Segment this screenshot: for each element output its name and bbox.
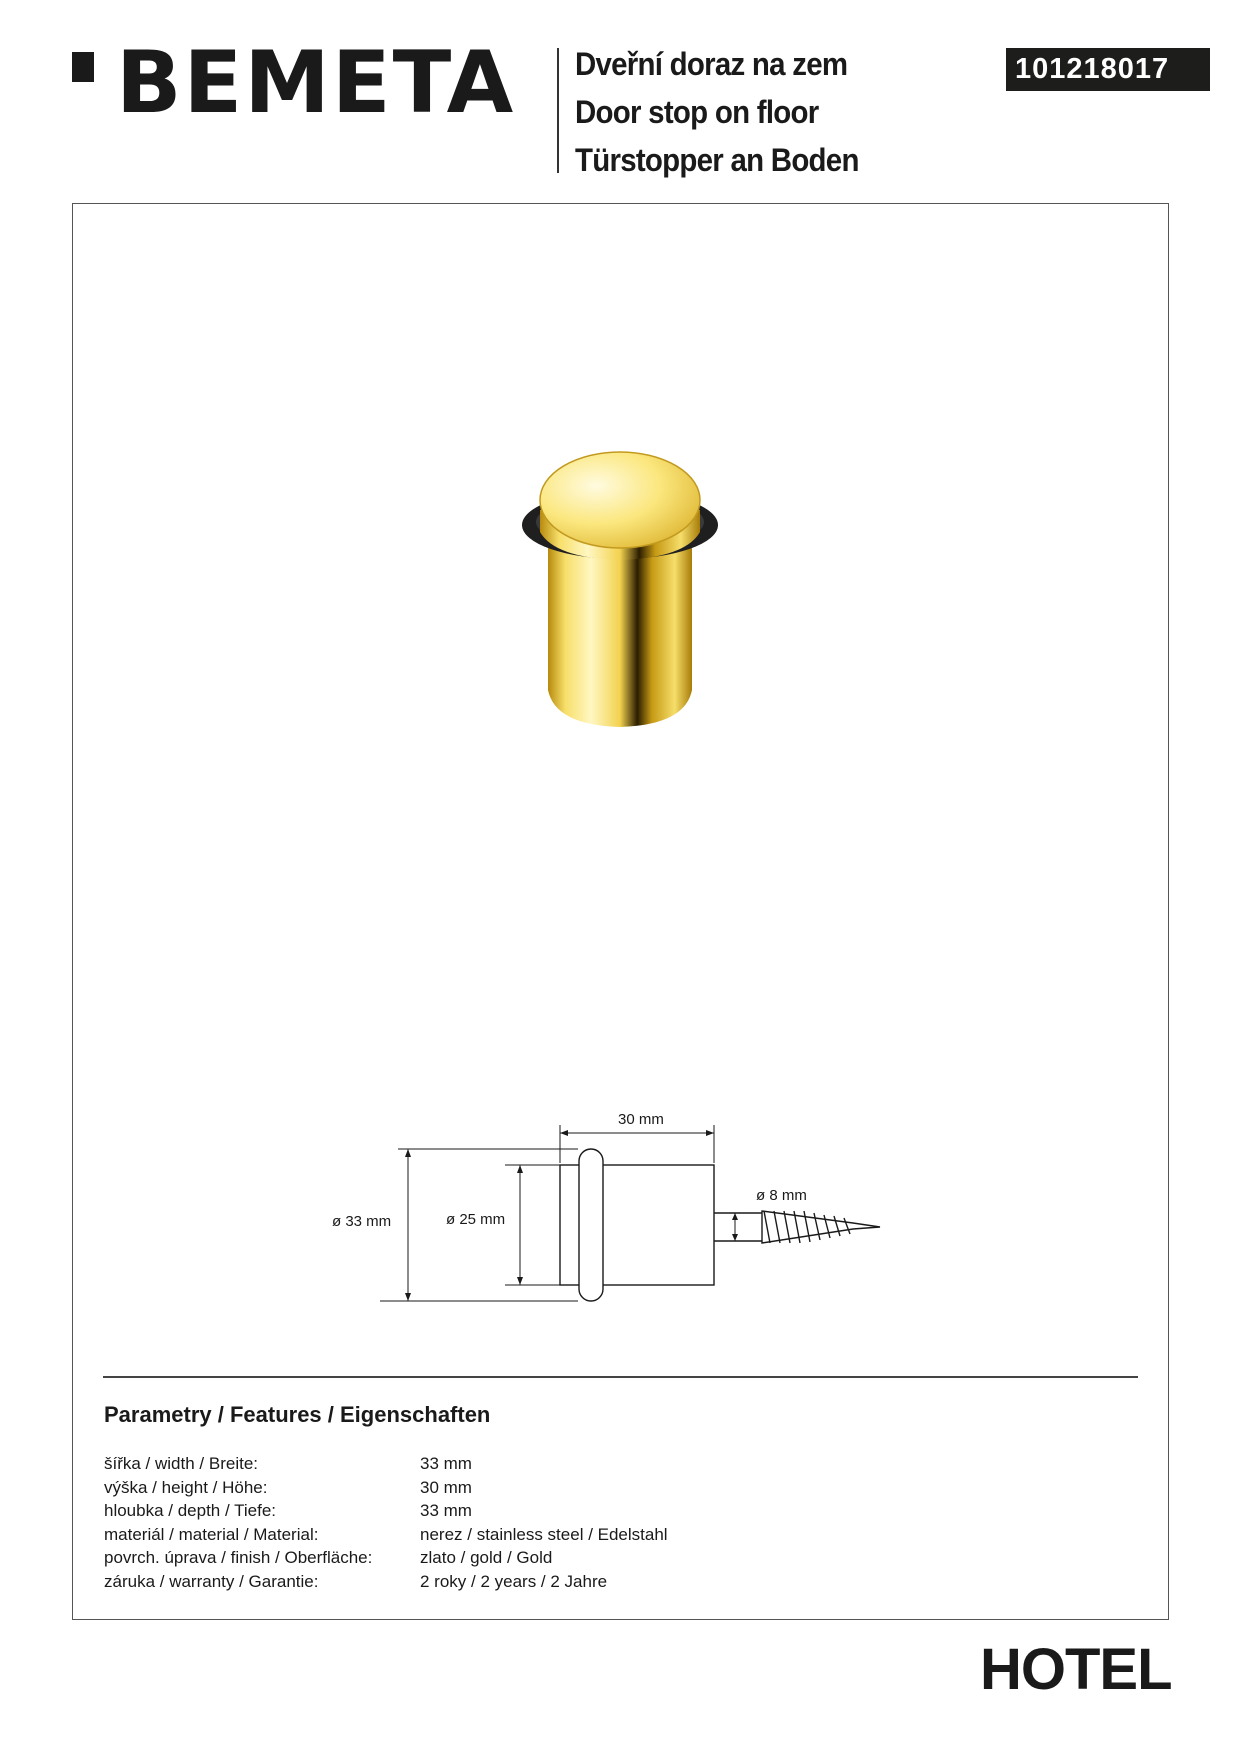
brand-name: BEMETA bbox=[116, 33, 516, 133]
spec-label: šířka / width / Breite: bbox=[104, 1454, 258, 1473]
spec-label: hloubka / depth / Tiefe: bbox=[104, 1501, 277, 1521]
dim-inner-diameter-label: ø 25 mm bbox=[446, 1211, 506, 1228]
product-titles bbox=[575, 40, 883, 184]
table-row bbox=[104, 1570, 668, 1594]
spec-value: nerez / stainless steel / Edelstahl bbox=[420, 1524, 668, 1544]
brand-logo bbox=[72, 33, 516, 133]
dim-outer-diameter-label: ø 33 mm bbox=[332, 1213, 392, 1230]
spec-label: záruka / warranty / Garantie: bbox=[104, 1571, 319, 1591]
table-row bbox=[104, 1546, 668, 1570]
spec-value: 33 mm bbox=[420, 1454, 472, 1473]
spec-value: zlato / gold / Gold bbox=[420, 1548, 553, 1568]
table-row bbox=[104, 1499, 668, 1523]
features-table bbox=[104, 1452, 668, 1594]
spec-label: materiál / material / Material: bbox=[104, 1524, 319, 1544]
dim-screw-diameter-label: ø 8 mm bbox=[756, 1187, 807, 1204]
spec-value: 33 mm bbox=[420, 1501, 472, 1521]
logo-mark bbox=[72, 52, 94, 82]
product-code-badge: 101218017 bbox=[1006, 48, 1210, 91]
drawing-screw bbox=[762, 1211, 880, 1243]
product-photo bbox=[515, 440, 730, 735]
dim-length-label: 30 mm bbox=[618, 1111, 664, 1128]
header-divider bbox=[557, 48, 559, 173]
table-row bbox=[104, 1452, 668, 1476]
title-czech: Dveřní doraz na zem bbox=[575, 46, 848, 82]
spec-value: 2 roky / 2 years / 2 Jahre bbox=[420, 1571, 608, 1591]
spec-label: výška / height / Höhe: bbox=[104, 1477, 268, 1497]
drawing-ring bbox=[579, 1149, 603, 1301]
features-heading: Parametry / Features / Eigenschaften bbox=[104, 1402, 491, 1427]
title-german: Türstopper an Boden bbox=[575, 142, 859, 178]
series-name: HOTEL bbox=[980, 1637, 1172, 1702]
section-divider bbox=[103, 1376, 1138, 1378]
technical-drawing bbox=[320, 1105, 910, 1315]
spec-value: 30 mm bbox=[420, 1477, 472, 1497]
spec-label: povrch. úprava / finish / Oberfläche: bbox=[104, 1548, 373, 1568]
title-english: Door stop on floor bbox=[575, 94, 819, 130]
table-row bbox=[104, 1476, 668, 1500]
table-row bbox=[104, 1523, 668, 1547]
